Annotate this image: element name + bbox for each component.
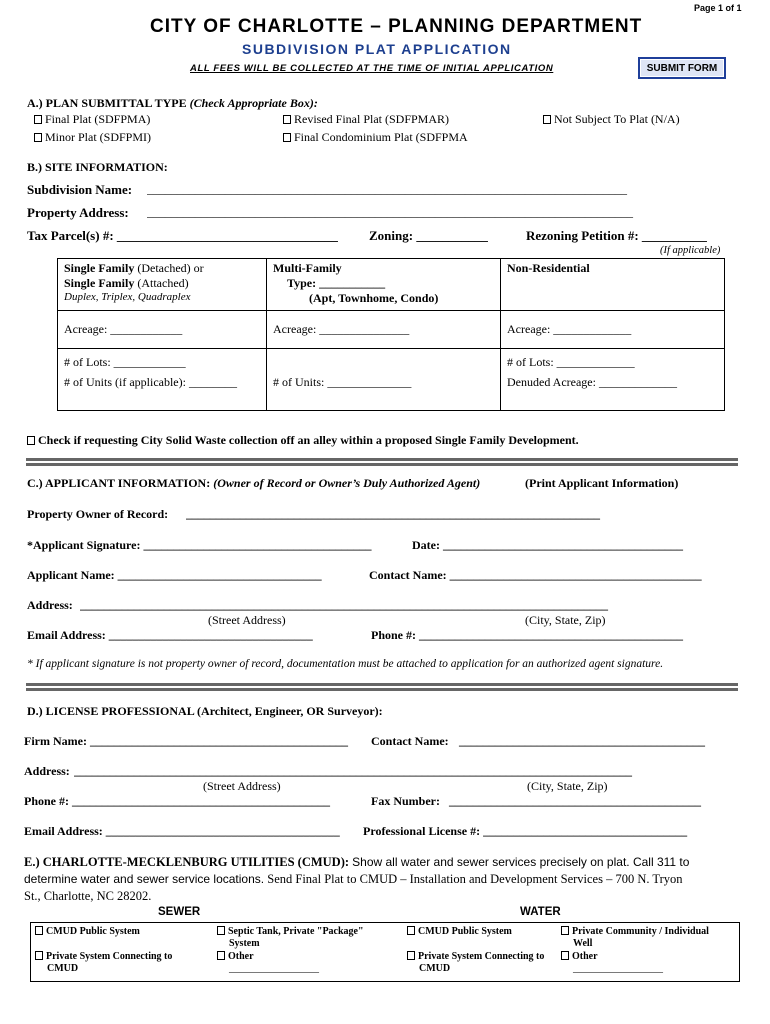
water-label: WATER [520,906,561,918]
option-not-subject[interactable]: Not Subject To Plat (N/A) [543,112,680,127]
submit-form-button[interactable]: SUBMIT FORM [638,57,726,79]
sewer-cmud-public[interactable]: CMUD Public System [35,926,140,938]
pro-contact-field[interactable]: _________________________________________ [459,734,705,748]
water-private-system[interactable]: Private System Connecting to CMUD [407,951,544,975]
nr-lots-field[interactable]: # of Lots: _____________ [507,355,635,369]
water-other[interactable]: Other __________________ [561,951,663,975]
nr-denuded-field[interactable]: Denuded Acreage: _____________ [507,375,677,389]
sewer-private-system[interactable]: Private System Connecting to CMUD [35,951,172,975]
pro-address-field[interactable]: _____________________________________________________________________________________________ [74,764,632,778]
section-a-heading [27,96,318,111]
multi-family-header: Multi-Family Type: ___________ (Apt, Townhome, Condo) [267,259,501,311]
firm-name-field[interactable]: Firm Name: ___________________________________________ [24,734,348,748]
sewer-septic-tank[interactable]: Septic Tank, Private "Package" System [217,926,364,950]
section-c-heading: C.) APPLICANT INFORMATION: (Owner of Record or Owner’s Duly Authorized Agent) [27,476,481,490]
property-owner-label: Property Owner of Record: [27,507,169,521]
cmud-options-box [30,922,740,982]
section-a-title: A.) PLAN SUBMITTAL TYPE [27,96,187,110]
city-state-zip-caption: (City, State, Zip) [525,613,606,627]
checkbox-icon[interactable] [35,951,43,960]
street-address-caption: (Street Address) [208,613,286,627]
checkbox-icon[interactable] [561,951,569,960]
mf-acreage-field[interactable]: Acreage: _______________ [267,311,501,349]
phone-field[interactable]: Phone #: ____________________________________________ [371,628,683,642]
section-b-heading: B.) SITE INFORMATION: [27,160,168,174]
mf-units-field[interactable]: # of Units: ______________ [273,375,412,389]
checkbox-icon[interactable] [35,926,43,935]
license-field[interactable]: Professional License #: __________________________________ [363,824,688,838]
zoning-field[interactable]: Zoning: ___________ [369,228,488,243]
property-owner-field[interactable]: _____________________________________________________________________ [186,507,600,521]
sewer-label: SEWER [158,906,201,918]
section-a-note: (Check Appropriate Box): [189,96,318,110]
pro-address-label: Address: [24,764,70,778]
fax-field[interactable]: __________________________________________ [449,794,701,808]
checkbox-icon[interactable] [217,951,225,960]
contact-name-field[interactable]: Contact Name: __________________________________________ [369,568,702,582]
mf-units-cell [267,349,501,411]
section-divider [26,458,738,466]
sf-lots-field[interactable]: # of Lots: ____________ [64,355,186,369]
page-title: CITY OF CHARLOTTE – PLANNING DEPARTMENT [150,16,643,37]
site-info-table [57,258,725,411]
checkbox-icon[interactable] [283,133,291,142]
nr-acreage-field[interactable]: Acreage: _____________ [501,311,725,349]
water-private-well[interactable]: Private Community / Individual Well [561,926,709,950]
section-e-line3: St., Charlotte, NC 28202. [24,889,152,903]
section-e-heading: E.) CHARLOTTE-MECKLENBURG UTILITIES (CMUD): [24,855,350,869]
option-revised-final-plat[interactable]: Revised Final Plat (SDFPMAR) [283,112,449,127]
fees-note: ALL FEES WILL BE COLLECTED AT THE TIME OF INITIAL APPLICATION [190,63,554,74]
address-field[interactable]: ________________________________________________________________________________________ [80,598,608,612]
property-address-label: Property Address: [27,205,129,220]
tax-parcel-field[interactable]: Tax Parcel(s) #: __________________________________ [27,228,338,243]
pro-city-caption: (City, State, Zip) [527,779,608,793]
pro-phone-field[interactable]: Phone #: ___________________________________________ [24,794,330,808]
section-d-heading: D.) LICENSE PROFESSIONAL (Architect, Engineer, OR Surveyor): [27,704,383,718]
single-family-header: Single Family (Detached) or Single Family (Attached) Duplex, Triplex, Quadraplex [58,259,267,311]
pro-email-field[interactable]: Email Address: _______________________________________ [24,824,340,838]
property-address-field[interactable]: _________________________________________________________________________________ [147,205,633,219]
option-minor-plat[interactable]: Minor Plat (SDFPMI) [34,130,151,145]
if-applicable-note: (If applicable) [660,245,721,256]
checkbox-icon[interactable] [543,115,551,124]
option-final-condominium[interactable]: Final Condominium Plat (SDFPMA [283,130,468,145]
nr-lots-denuded [501,349,725,411]
date-field[interactable]: Date: ________________________________________ [412,538,683,552]
section-e-line1: E.) CHARLOTTE-MECKLENBURG UTILITIES (CMUD): Show all water and sewer services precisely on plat. Call 311 to [24,855,690,869]
print-applicant-note: (Print Applicant Information) [525,476,679,490]
sewer-other[interactable]: Other __________________ [217,951,319,975]
pro-contact-label: Contact Name: [371,734,449,748]
checkbox-icon[interactable] [561,926,569,935]
checkbox-icon[interactable] [283,115,291,124]
applicant-footnote: * If applicant signature is not property owner of record, documentation must be attached to application for an authorized agent signature. [27,658,664,670]
page-number: Page 1 of 1 [694,3,742,13]
page-subtitle: SUBDIVISION PLAT APPLICATION [242,41,512,57]
subdivision-name-label: Subdivision Name: [27,182,133,197]
rezoning-petition-field[interactable]: Rezoning Petition #: __________ [526,228,707,243]
checkbox-icon[interactable] [34,115,42,124]
checkbox-icon[interactable] [27,436,35,445]
water-cmud-public[interactable]: CMUD Public System [407,926,512,938]
non-residential-header: Non-Residential [501,259,725,311]
solid-waste-check[interactable]: Check if requesting City Solid Waste collection off an alley within a proposed Single Family Development. [27,433,579,448]
checkbox-icon[interactable] [217,926,225,935]
pro-street-caption: (Street Address) [203,779,281,793]
sf-units-field[interactable]: # of Units (if applicable): ________ [64,375,237,389]
sf-lots-units [58,349,267,411]
fax-label: Fax Number: [371,794,440,808]
applicant-signature-field[interactable]: *Applicant Signature: ______________________________________ [27,538,372,552]
subdivision-name-field[interactable]: ________________________________________________________________________________ [147,182,627,196]
option-final-plat[interactable]: Final Plat (SDFPMA) [34,112,150,127]
email-field[interactable]: Email Address: __________________________________ [27,628,313,642]
sf-acreage-field[interactable]: Acreage: ____________ [58,311,267,349]
section-divider [26,683,738,691]
applicant-name-field[interactable]: Applicant Name: __________________________________ [27,568,322,582]
checkbox-icon[interactable] [34,133,42,142]
checkbox-icon[interactable] [407,926,415,935]
checkbox-icon[interactable] [407,951,415,960]
section-e-line2: determine water and sewer service locations. Send Final Plat to CMUD – Installation and Development Services – 700 N. Tryon [24,872,683,886]
address-label: Address: [27,598,73,612]
